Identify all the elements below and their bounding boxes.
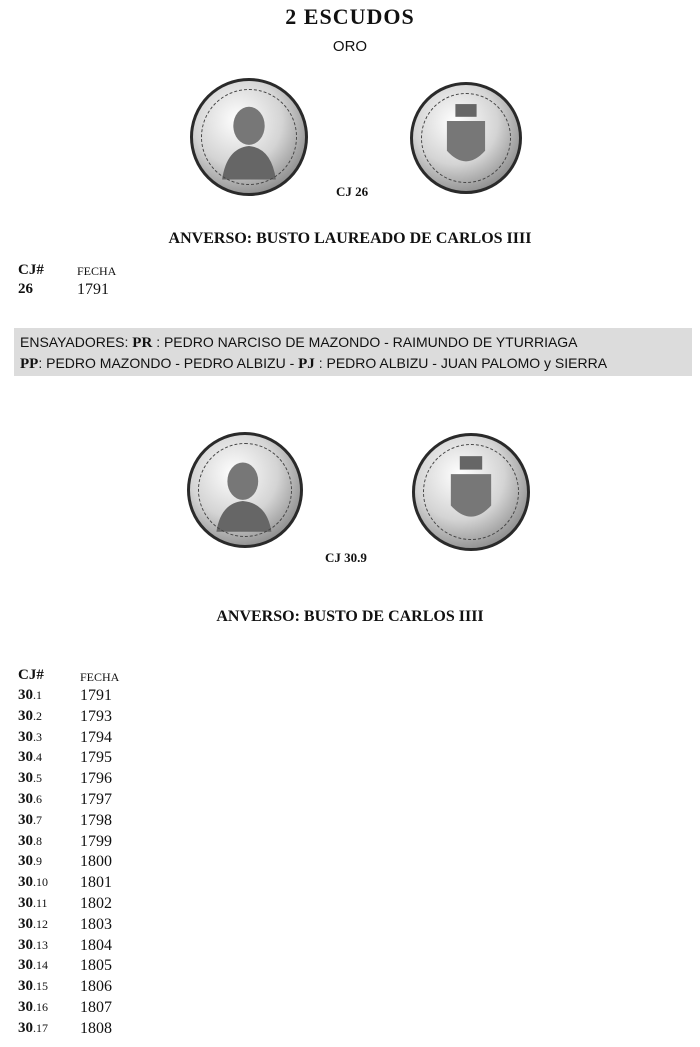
cj-number: 30 <box>18 895 33 911</box>
cj-number: 30 <box>18 791 33 807</box>
table-row-date: 1797 <box>80 791 112 808</box>
page-subtitle: ORO <box>332 38 368 55</box>
table-row-date: 1804 <box>80 936 112 954</box>
cj-suffix: .15 <box>33 979 48 994</box>
table-row-date: 1808 <box>80 1019 112 1037</box>
cj-suffix: .3 <box>33 729 42 744</box>
cj-suffix: .5 <box>33 771 42 786</box>
cj-suffix: .8 <box>33 833 42 848</box>
assayer-names: : PEDRO NARCISO DE MAZONDO - RAIMUNDO DE YTURRIAGA <box>156 334 578 350</box>
cj-suffix: .4 <box>33 750 42 765</box>
table-row-date: 1801 <box>80 874 112 892</box>
assayers-label: ENSAYADORES: <box>20 334 129 350</box>
cj-number: 30 <box>18 957 33 974</box>
column-header-fecha: FECHA <box>80 670 120 684</box>
table-row-cj <box>18 729 42 746</box>
table-row-date: 1795 <box>80 749 112 767</box>
table-row-cj <box>18 749 42 766</box>
coin-obverse-bust-icon <box>190 78 308 196</box>
assayer-code: PP <box>20 356 39 372</box>
assayers-box <box>14 328 692 376</box>
table-row-date: 1793 <box>80 707 112 725</box>
section-heading: ANVERSO: BUSTO LAUREADO DE CARLOS IIII <box>168 230 532 247</box>
table-row-date: 1807 <box>80 999 112 1016</box>
cj-suffix: .2 <box>33 708 42 723</box>
coin-reverse-shield-icon <box>410 82 522 194</box>
coin-caption: CJ 26 <box>336 184 369 199</box>
cj-number: 30 <box>18 978 33 995</box>
table-row-date: 1803 <box>80 915 112 933</box>
coin-reverse-shield-icon <box>412 433 530 551</box>
column-header-fecha: FECHA <box>77 264 117 278</box>
table-row-cj <box>18 812 42 829</box>
cj-suffix: .7 <box>33 812 42 827</box>
table-row-date: 1806 <box>80 978 112 996</box>
table-row-cj <box>18 1020 48 1037</box>
table-row-cj <box>18 853 42 870</box>
assayer-code: PJ <box>298 356 315 372</box>
table-row-cj <box>18 874 48 891</box>
cj-number: 30 <box>18 832 33 849</box>
cj-suffix: .17 <box>33 1020 48 1035</box>
column-header-cj: CJ# <box>18 262 44 278</box>
assayer-names: : PEDRO MAZONDO - PEDRO ALBIZU - <box>38 355 295 371</box>
table-row-cj <box>18 708 42 725</box>
table-row-date: 1802 <box>80 895 112 912</box>
table-row-date: 1794 <box>80 728 112 746</box>
cj-number: 30 <box>18 811 33 828</box>
page-title: 2 ESCUDOS <box>285 4 415 29</box>
cj-suffix: .1 <box>33 688 42 702</box>
cj-number: 30 <box>18 915 33 932</box>
cj-suffix: .12 <box>33 916 48 931</box>
table-row-date: 1805 <box>80 957 112 975</box>
table-row-cj <box>18 833 42 850</box>
table-row-date: 1796 <box>80 770 112 788</box>
cj-number: 30 <box>18 728 33 745</box>
table-row-date: 1799 <box>80 832 112 850</box>
column-header-cj: CJ# <box>18 667 44 683</box>
cj-suffix: .13 <box>33 937 48 952</box>
table-row-cj: 26 <box>18 281 33 297</box>
cj-number: 30 <box>18 1019 33 1036</box>
cj-number: 30 <box>18 707 33 724</box>
table-row-cj <box>18 957 48 974</box>
table-row-date: 1798 <box>80 811 112 829</box>
table-row-date: 1791 <box>77 281 109 298</box>
cj-number: 30 <box>18 770 33 787</box>
cj-suffix: .6 <box>33 792 42 806</box>
table-row-cj <box>18 937 48 954</box>
table-row-cj <box>18 895 48 912</box>
cj-suffix: .10 <box>33 875 48 890</box>
cj-suffix: .14 <box>33 958 48 973</box>
section-heading: ANVERSO: BUSTO DE CARLOS IIII <box>216 608 484 625</box>
cj-number: 30 <box>18 874 33 891</box>
assayer-names: : PEDRO ALBIZU - JUAN PALOMO y SIERRA <box>318 355 608 371</box>
cj-number: 30 <box>18 936 33 953</box>
cj-suffix: .9 <box>33 854 42 869</box>
table-row-date: 1800 <box>80 853 112 871</box>
table-row-date: 1791 <box>80 687 112 704</box>
table-row-cj <box>18 916 48 933</box>
coin-obverse-bust-icon <box>187 432 303 548</box>
cj-number: 30 <box>18 853 33 870</box>
table-row-cj <box>18 687 42 704</box>
cj-number: 30 <box>18 749 33 766</box>
cj-suffix: .16 <box>33 1000 48 1014</box>
cj-number: 30 <box>18 687 33 703</box>
coin-caption: CJ 30.9 <box>325 550 367 565</box>
cj-suffix: .11 <box>33 896 48 910</box>
cj-number: 30 <box>18 999 33 1015</box>
table-row-cj <box>18 791 42 808</box>
table-row-cj <box>18 999 48 1016</box>
assayer-code: PR <box>132 335 153 351</box>
table-row-cj <box>18 978 48 995</box>
table-row-cj <box>18 770 42 787</box>
